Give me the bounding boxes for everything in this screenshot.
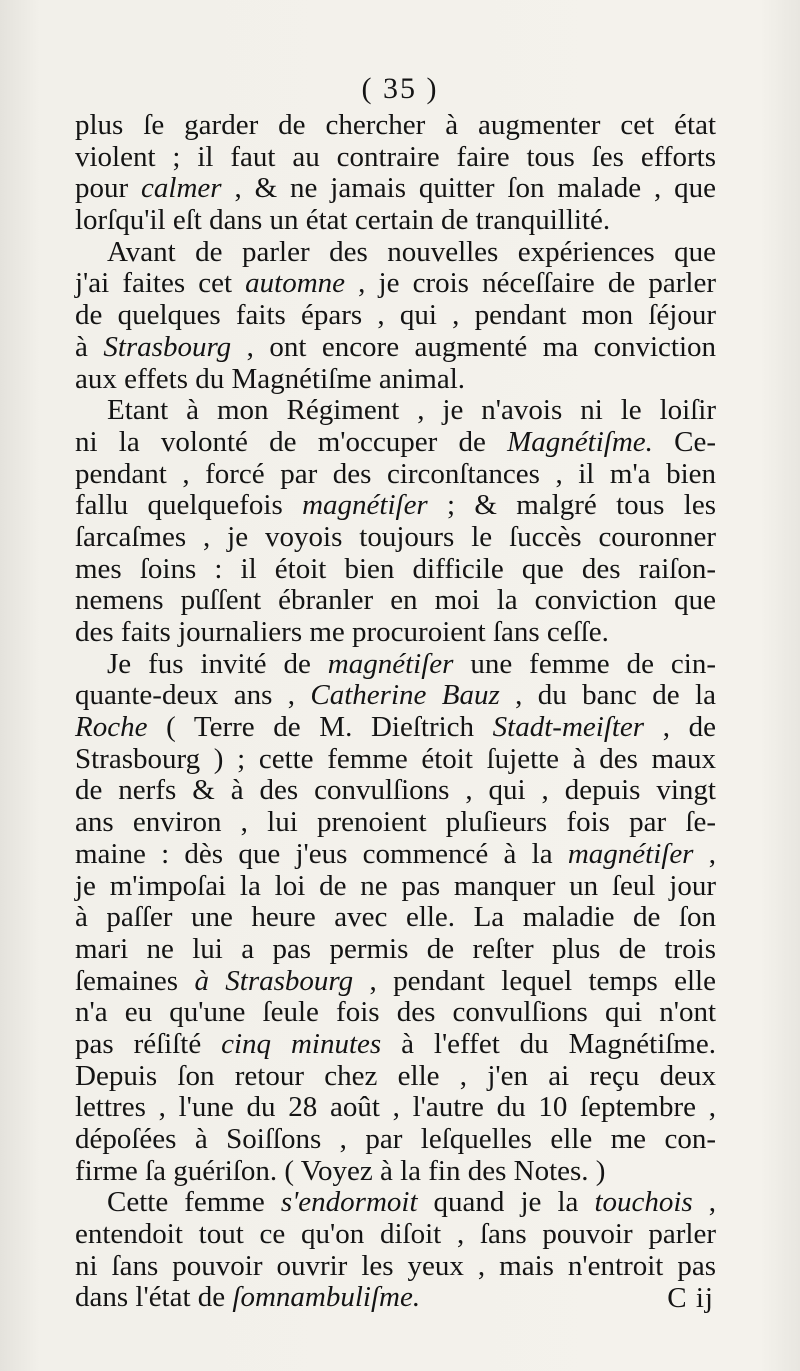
text-run: aux effets du Magnétiſme animal. (75, 362, 466, 395)
text-run: j'ai faites cet (75, 267, 246, 300)
text-line (75, 459, 716, 491)
text-line (75, 1219, 716, 1251)
text-line (75, 997, 716, 1029)
text-run: à paſſer une heure avec elle. La maladie de ſon (75, 901, 716, 934)
text-run: , (692, 1186, 717, 1219)
text-run: n'a eu qu'une ſeule fois des convulſions qui n'ont (75, 996, 716, 1029)
text-run: ſemaines (75, 964, 195, 997)
text-line (75, 427, 716, 459)
text-run: de quelques faits épars , qui , pendant mon ſéjour (75, 299, 716, 332)
text-line (75, 680, 716, 712)
text-run: ans environ , lui prenoient pluſieurs fois par ſe- (75, 806, 716, 839)
text-run: pas réſiſté (75, 1027, 222, 1060)
text-run: , (693, 837, 716, 870)
italic-text: automne (245, 267, 346, 300)
text-line (75, 649, 716, 681)
text-line (75, 712, 716, 744)
text-run: à l'effet du Magnétiſme. (381, 1027, 716, 1060)
text-line (75, 1251, 716, 1283)
text-run: , je crois néceſſaire de parler (345, 267, 716, 300)
text-run: ſarcaſmes , je voyois toujours le ſuccès couronner (75, 520, 716, 553)
text-run: ( Terre de M. Dieſtrich (147, 711, 493, 744)
text-line (75, 110, 716, 142)
text-run: de nerfs & à des convulſions , qui , depuis vingt (75, 774, 716, 807)
text-line (75, 1092, 716, 1124)
text-run: je m'impoſai la loi de ne pas manquer un ſeul jour (75, 869, 716, 902)
text-line (75, 1124, 716, 1156)
italic-text: magnétiſer (567, 837, 694, 870)
text-run: Depuis ſon retour chez elle , j'en ai reçu deux (75, 1059, 716, 1092)
text-line (75, 871, 716, 903)
text-run: Cette femme (107, 1186, 281, 1219)
text-run: ni ſans pouvoir ouvrir les yeux , mais n'entroit pas (75, 1249, 716, 1282)
text-line (75, 268, 716, 300)
text-line (75, 205, 716, 237)
italic-text: à Strasbourg (194, 964, 354, 997)
text-run: , du banc de la (499, 679, 716, 712)
text-line (75, 237, 716, 269)
text-line (75, 1029, 716, 1061)
text-run: fallu quelquefois (75, 489, 303, 522)
text-line (75, 1156, 716, 1188)
italic-text: Stadt-meiſter (492, 711, 645, 744)
text-line (75, 585, 716, 617)
text-run: , pendant lequel temps elle (353, 964, 716, 997)
text-run: plus ſe garder de chercher à augmenter cet état (75, 109, 716, 141)
text-line (75, 1282, 716, 1314)
text-run: ni la volonté de m'occuper de (75, 425, 508, 458)
italic-text: Roche (75, 711, 148, 744)
text-line (75, 173, 716, 205)
text-line (75, 839, 716, 871)
page-number: ( 35 ) (361, 72, 439, 105)
text-line (75, 142, 716, 174)
italic-text: Magnétiſme. (507, 425, 653, 458)
italic-text: Catherine Bauz (310, 679, 500, 712)
text-line (75, 332, 716, 364)
text-run: mari ne lui a pas permis de reſter plus de trois (75, 932, 716, 965)
text-run: ; & malgré tous les (427, 489, 716, 522)
text-run: quante-deux ans , (75, 679, 311, 712)
text-run: , ont encore augmenté ma conviction (231, 330, 717, 363)
text-line (75, 775, 716, 807)
text-run: violent ; il faut au contraire faire tous ſes efforts (75, 140, 716, 173)
text-line (75, 490, 716, 522)
text-run: quand je la (417, 1186, 595, 1219)
text-line (75, 395, 716, 427)
text-run: Je fus invité de (107, 647, 328, 680)
text-run: entendoit tout ce qu'on diſoit , ſans pouvoir parler (75, 1218, 716, 1251)
text-line (75, 902, 716, 934)
text-line (75, 1187, 716, 1219)
text-run: , & ne jamais quitter ſon malade , que (221, 172, 716, 205)
text-run: nemens puſſent ébranler en moi la conviction que (75, 584, 716, 617)
text-run: firme ſa guériſon. ( Voyez à la fin des Notes. ) (75, 1154, 606, 1187)
text-run: lorſqu'il eſt dans un état certain de tranquillité. (75, 204, 611, 237)
italic-text: calmer (141, 172, 222, 205)
text-line (75, 1061, 716, 1093)
text-run: pendant , forcé par des circonſtances , il m'a bien (75, 457, 716, 490)
italic-text: Strasbourg (103, 330, 232, 363)
italic-text: s'endormoit (280, 1186, 418, 1219)
text-line (75, 522, 716, 554)
text-run: dans l'état de (75, 1281, 233, 1314)
body-text (75, 110, 716, 1314)
italic-text: cinq minutes (221, 1027, 382, 1060)
text-run: Etant à mon Régiment , je n'avois ni le loiſir (107, 394, 716, 427)
italic-text: touchois (594, 1186, 693, 1219)
italic-text: ſomnambuliſme. (232, 1281, 421, 1314)
text-line (75, 554, 716, 586)
text-run: à (75, 330, 104, 363)
text-line (75, 744, 716, 776)
text-run: pour (75, 172, 142, 205)
text-run: une femme de cin- (453, 647, 717, 680)
text-line (75, 807, 716, 839)
text-run: maine : dès que j'eus commencé à la (75, 837, 568, 870)
text-line (75, 934, 716, 966)
text-line (75, 617, 716, 649)
italic-text: magnétiſer (327, 647, 454, 680)
text-run: , de (644, 711, 716, 744)
text-run: Avant de parler des nouvelles expériences que (107, 235, 716, 268)
text-line (75, 966, 716, 998)
text-run: Ce- (652, 425, 716, 458)
text-run: lettres , l'une du 28 août , l'autre du 10 ſeptembre , (75, 1091, 716, 1124)
italic-text: magnétiſer (302, 489, 428, 522)
text-line (75, 364, 716, 396)
text-run: des faits journaliers me procuroient ſans ceſſe. (75, 616, 609, 648)
text-run: mes ſoins : il étoit bien difficile que des raiſon- (75, 552, 716, 585)
text-run: dépoſées à Soiſſons , par leſquelles elle me con- (75, 1123, 716, 1155)
text-run: Strasbourg ) ; cette femme étoit ſujette à des maux (75, 742, 716, 775)
text-line (75, 300, 716, 332)
signature-mark: C ij (667, 1282, 714, 1314)
